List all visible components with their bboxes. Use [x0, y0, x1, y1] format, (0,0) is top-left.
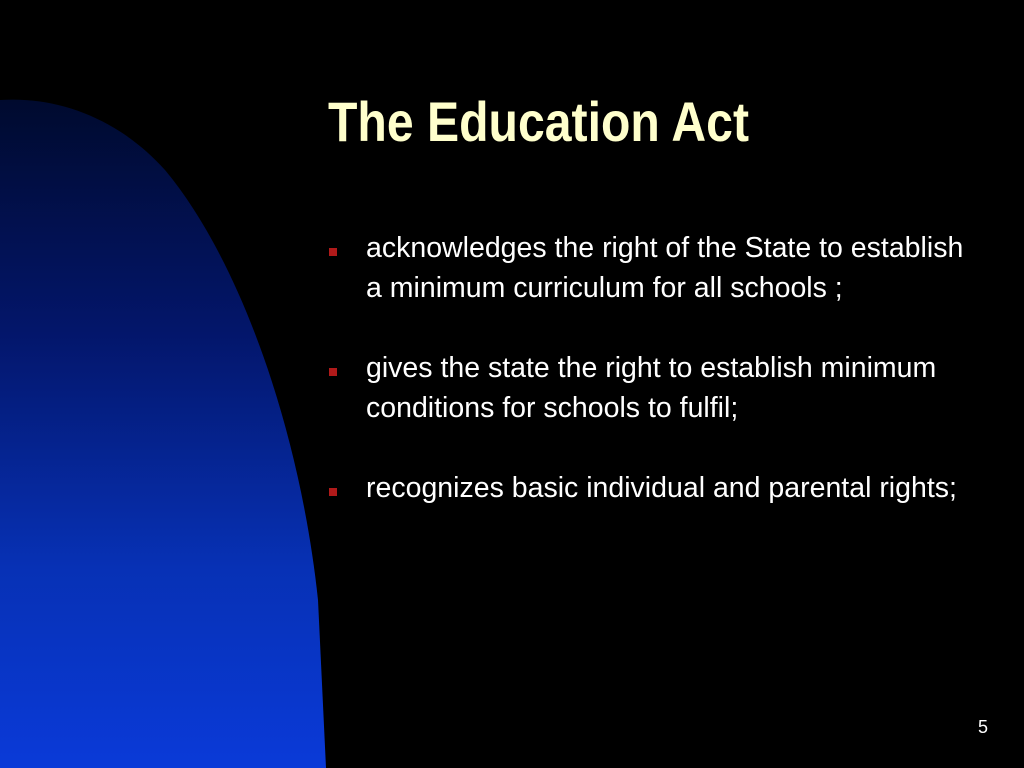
- bullet-text: recognizes basic individual and parental rights;: [366, 472, 957, 504]
- bullet-text: acknowledges the right of the State to establish a minimum curriculum for all schools ;: [366, 232, 964, 304]
- bullet-item: [326, 348, 986, 428]
- slide-title: The Education Act: [328, 90, 749, 153]
- square-bullet-icon: [329, 488, 337, 496]
- square-bullet-icon: [329, 368, 337, 376]
- bullet-list: [326, 228, 986, 548]
- slide-number: 5: [977, 717, 988, 737]
- bullet-text: gives the state the right to establish minimum conditions for schools to fulfil;: [366, 352, 937, 424]
- bullet-item: [326, 228, 986, 308]
- square-bullet-icon: [329, 248, 337, 256]
- bullet-item: [326, 468, 986, 508]
